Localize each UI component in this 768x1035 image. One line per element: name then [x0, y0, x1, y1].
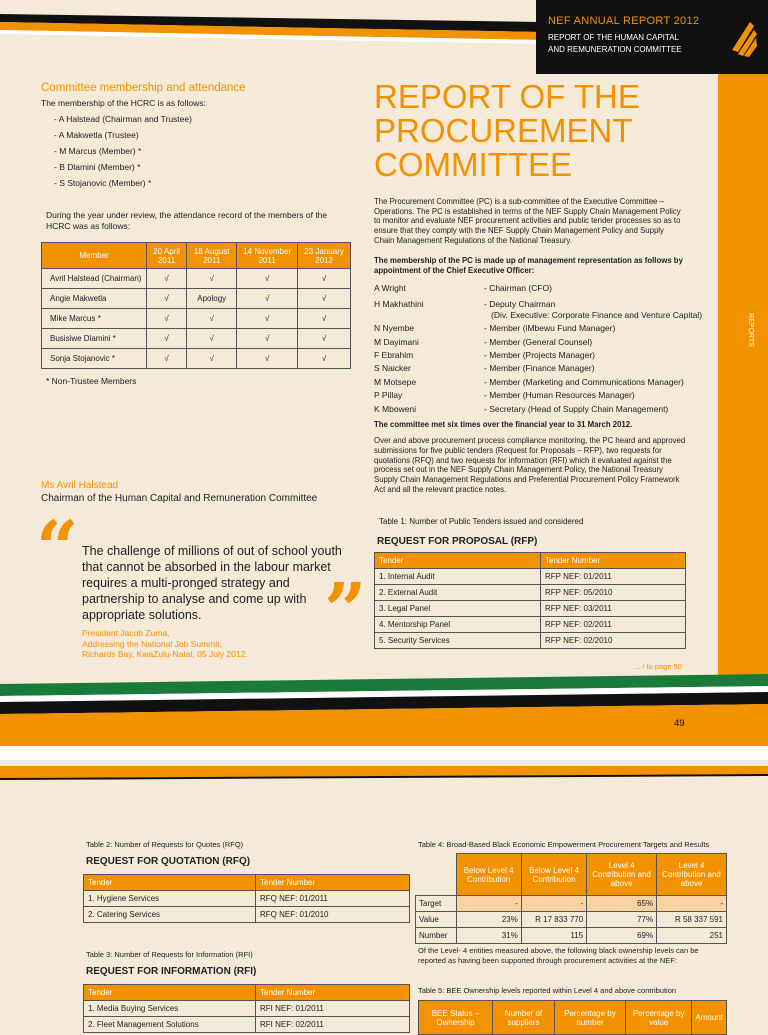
side-band: [718, 74, 768, 704]
pc-member-role: - Secretary (Head of Supply Chain Management): [484, 404, 669, 414]
page2-top-stripe: [0, 766, 768, 786]
pc-member-name: S Naicker: [374, 363, 411, 373]
table-cell: 1. Media Buying Services: [84, 1001, 256, 1017]
table-cell: 2. External Audit: [375, 585, 541, 601]
pc-member-name: P Pillay: [374, 390, 403, 400]
table-cell: √: [298, 309, 351, 329]
table-row: [84, 1017, 410, 1033]
att-header-date-2: 18 August 2011: [187, 243, 237, 269]
table-cell: √: [298, 329, 351, 349]
table-row: [42, 289, 351, 309]
table-cell: √: [298, 269, 351, 289]
report-title: NEF ANNUAL REPORT 2012: [548, 15, 700, 27]
table-cell: 2. Fleet Management Solutions: [84, 1017, 256, 1033]
table4-note: Of the Level- 4 entities measured above, the following black ownership levels can be reported as having been supported through procurement activities at the NEF:: [418, 946, 699, 965]
table-cell: R 58 337 591: [657, 912, 727, 928]
table-row: [375, 633, 686, 649]
open-quote-icon: “: [36, 506, 79, 592]
table-row: [84, 907, 410, 923]
hcrc-member-2: - A Makwetla (Trustee): [54, 130, 139, 140]
pc-member-row: [374, 390, 635, 400]
quote-attribution-1: President Jacob Zuma,: [82, 628, 170, 638]
table-cell: RFQ NEF: 01/2010: [256, 907, 410, 923]
rfi-table: [83, 984, 410, 1033]
bee-header-2: Below Level 4 Contribution: [521, 854, 586, 896]
table4-caption: Table 4: Broad-Based Black Economic Empowerment Procurement Targets and Results: [418, 840, 710, 849]
pc-member-role: - Deputy Chairman: [484, 299, 556, 309]
report-subtitle-2: AND REMUNERATION COMMITTEE: [548, 45, 682, 54]
table3-title: REQUEST FOR INFORMATION (RFI): [86, 966, 257, 977]
table-cell: Target: [416, 896, 457, 912]
pc-member-name: M Dayimani: [374, 337, 419, 347]
pc-member-name: N Nyembe: [374, 323, 415, 333]
table-cell: √: [298, 349, 351, 369]
pc-member-role: - Member (General Counsel): [484, 337, 593, 347]
table-cell: √: [187, 269, 237, 289]
table-cell: √: [147, 269, 187, 289]
table-cell: √: [147, 349, 187, 369]
table-cell: √: [147, 289, 187, 309]
table-cell: -: [521, 896, 586, 912]
hcrc-intro: The membership of the HCRC is as follows:: [41, 98, 206, 108]
pc-member-role: (Div. Executive: Corporate Finance and Venture Capital): [491, 310, 703, 320]
side-tab-label: REPORTS: [747, 313, 754, 347]
table-row: [416, 896, 727, 912]
pc-member-row: [374, 337, 592, 347]
table-cell: R 17 833 770: [521, 912, 586, 928]
table-cell: √: [298, 289, 351, 309]
pc-member-row: [374, 310, 702, 320]
table-cell: RFQ NEF: 01/2011: [256, 891, 410, 907]
pc-member-row: [374, 283, 552, 293]
table-cell: Busisiwe Dlamini *: [42, 329, 147, 349]
rfi-header-tender: Tender: [84, 985, 256, 1001]
bee-header-3: Level 4 Contribution and above: [587, 854, 657, 896]
table-row: [42, 269, 351, 289]
table-cell: RFP NEF: 01/2011: [541, 569, 686, 585]
table1-caption: Table 1: Number of Public Tenders issued and considered: [379, 517, 584, 526]
att-header-member: Member: [42, 243, 147, 269]
table-cell: √: [147, 309, 187, 329]
page-50: [0, 760, 768, 1029]
attendance-footnote: * Non-Trustee Members: [46, 376, 137, 386]
table2-title: REQUEST FOR QUOTATION (RFQ): [86, 856, 251, 867]
table-cell: 77%: [587, 912, 657, 928]
pc-member-role: - Member (Projects Manager): [484, 350, 596, 360]
pc-title-line-2: PROCUREMENT: [374, 112, 633, 149]
table-cell: RFP NEF: 02/2011: [541, 617, 686, 633]
report-subtitle-1: REPORT OF THE HUMAN CAPITAL: [548, 33, 679, 42]
pc-member-row: [374, 363, 595, 373]
rfp-header-number: Tender Number: [541, 553, 686, 569]
pc-member-name: F Ebrahim: [374, 350, 414, 360]
pc-intro: The Procurement Committee (PC) is a sub-committee of the Executive Committee – Operations. The PC is established in terms of the NEF Supply Chain Management Policy to monitor and evaluate NEF procurement activities and public tender processes so as to ensure that they comply with the NEF Supply Chain Management Policy and Supply Chain Management Regulations of the National Treasury.: [374, 197, 681, 245]
rfp-header-tender: Tender: [375, 553, 541, 569]
table-row: [375, 569, 686, 585]
bee-header-1: Below Level 4 Contribution: [456, 854, 521, 896]
table-row: [42, 309, 351, 329]
table-cell: 31%: [456, 928, 521, 944]
pc-member-name: H Makhathini: [374, 299, 424, 309]
pc-title: [374, 80, 640, 182]
continued-link[interactable]: ... / to page 50: [634, 662, 682, 671]
table-cell: Sonja Stojanovic *: [42, 349, 147, 369]
table-row: [42, 329, 351, 349]
table-cell: 5. Security Services: [375, 633, 541, 649]
ownership-header-5: Amount: [692, 1001, 727, 1035]
table-cell: RFP NEF: 03/2011: [541, 601, 686, 617]
table-cell: RFP NEF: 02/2010: [541, 633, 686, 649]
pc-membership-intro: The membership of the PC is made up of management representation as follows by appointment of the Chief Executive Officer:: [374, 256, 683, 275]
hcrc-member-5: - S Stojanovic (Member) *: [54, 178, 152, 188]
table-row: [416, 928, 727, 944]
pc-member-name: K Mboweni: [374, 404, 417, 414]
att-header-date-4: 23 January 2012: [298, 243, 351, 269]
table-cell: √: [187, 329, 237, 349]
nef-logo-icon: [728, 16, 758, 58]
table-cell: RFI NEF: 02/2011: [256, 1017, 410, 1033]
rfp-table: [374, 552, 686, 649]
pc-member-row: [374, 377, 684, 387]
close-quote-icon: ”: [324, 568, 367, 654]
pc-body: Over and above procurement process compliance monitoring, the PC heard and approved submissions for five public tenders (Request for Proposals – RFP), two requests for quotations (RFQ) and two requests for information (RFI) which it evaluated against the process set out in the NEF Supply Chain Management Policy, the National Treasury Supply Chain Management Regulations and Preferential Procurement Policy Framework Act and all the relevant practice notes.: [374, 436, 686, 494]
table-cell: Mike Marcus *: [42, 309, 147, 329]
table1-title: REQUEST FOR PROPOSAL (RFP): [377, 536, 538, 547]
table-cell: √: [237, 309, 298, 329]
rfq-header-number: Tender Number: [256, 875, 410, 891]
pc-title-line-3: COMMITTEE: [374, 146, 572, 183]
table-cell: 23%: [456, 912, 521, 928]
table-cell: -: [657, 896, 727, 912]
pc-member-role: - Chairman (CFO): [484, 283, 553, 293]
table-cell: √: [237, 329, 298, 349]
pc-title-line-1: REPORT OF THE: [374, 78, 640, 115]
table5-caption: Table 5: BEE Ownership levels reported within Level 4 and above contribution: [418, 986, 677, 995]
table-cell: √: [237, 349, 298, 369]
table-cell: √: [237, 289, 298, 309]
table-cell: 65%: [587, 896, 657, 912]
hcrc-member-1: - A Halstead (Chairman and Trustee): [54, 114, 192, 124]
ownership-header-3: Percentage by number: [554, 1001, 625, 1035]
bee-table: [415, 853, 727, 944]
attendance-table: [41, 242, 351, 369]
pc-member-row: [374, 299, 555, 309]
table-cell: 115: [521, 928, 586, 944]
header-box: [536, 0, 768, 74]
table-cell: √: [147, 329, 187, 349]
table-row: [375, 585, 686, 601]
table-cell: Avril Halstead (Chairman): [42, 269, 147, 289]
table-cell: √: [187, 309, 237, 329]
table-cell: √: [237, 269, 298, 289]
pc-member-name: A Wright: [374, 283, 406, 293]
table-row: [84, 1001, 410, 1017]
table-cell: 1. Internal Audit: [375, 569, 541, 585]
table-cell: 4. Mentorship Panel: [375, 617, 541, 633]
table-row: [375, 601, 686, 617]
quote-attribution-2: Addressing the National Job Summit,: [82, 638, 222, 649]
bee-header-4: Level 4 Contribution and above: [657, 854, 727, 896]
table-cell: 251: [657, 928, 727, 944]
hcrc-member-4: - B Dlamini (Member) *: [54, 162, 141, 172]
table-cell: 2. Catering Services: [84, 907, 256, 923]
rfq-table: [83, 874, 410, 923]
table-cell: 1. Hygiene Services: [84, 891, 256, 907]
table-cell: √: [187, 349, 237, 369]
table2-caption: Table 2: Number of Requests for Quotes (RFQ): [86, 840, 244, 849]
rfi-header-number: Tender Number: [256, 985, 410, 1001]
att-header-date-1: 20 April 2011: [147, 243, 187, 269]
att-header-date-3: 14 November 2011: [237, 243, 298, 269]
table-cell: RFP NEF: 05/2010: [541, 585, 686, 601]
table-cell: 69%: [587, 928, 657, 944]
signature-role: Chairman of the Human Capital and Remuneration Committee: [41, 493, 318, 504]
rfq-header-tender: Tender: [84, 875, 256, 891]
ownership-header-4: Percentage by value: [625, 1001, 691, 1035]
hcrc-heading: Committee membership and attendance: [41, 82, 246, 94]
pc-member-role: - Member (Finance Manager): [484, 363, 595, 373]
table-row: [42, 349, 351, 369]
pc-meetings: The committee met six times over the financial year to 31 March 2012.: [374, 420, 633, 429]
table-cell: Apology: [187, 289, 237, 309]
bee-header-blank: [416, 854, 457, 896]
quote-attribution: [82, 628, 248, 660]
table-cell: -: [456, 896, 521, 912]
table-cell: 3. Legal Panel: [375, 601, 541, 617]
pc-member-row: [374, 350, 595, 360]
pc-member-row: [374, 404, 668, 414]
bee-ownership-table: [418, 1000, 727, 1035]
table-row: [84, 891, 410, 907]
pc-member-role: - Member (Human Resources Manager): [484, 390, 635, 400]
ownership-header-2: Number of suppliers: [493, 1001, 555, 1035]
hcrc-member-3: - M Marcus (Member) *: [54, 146, 142, 156]
pc-member-role: - Member (Marketing and Communications Manager): [484, 377, 684, 387]
pc-member-row: [374, 323, 615, 333]
table-cell: Angie Makwetla: [42, 289, 147, 309]
table-row: [416, 912, 727, 928]
table-cell: Value: [416, 912, 457, 928]
attendance-intro: During the year under review, the attendance record of the members of the HCRC was as follows:: [46, 210, 328, 231]
page-number: 49: [674, 718, 685, 729]
table-cell: RFI NEF: 01/2011: [256, 1001, 410, 1017]
table-cell: Number: [416, 928, 457, 944]
bottom-stripes: [0, 660, 768, 760]
signature-name: Ms Avril Halstead: [41, 480, 119, 491]
table3-caption: Table 3: Number of Requests for Information (RFI): [86, 950, 253, 959]
quote-attribution-3: Richards Bay, KwaZulu-Natal, 05 July 2012.: [82, 649, 248, 659]
pc-member-role: - Member (iMbewu Fund Manager): [484, 323, 616, 333]
pc-member-name: M Motsepe: [374, 377, 417, 387]
ownership-header-1: BEE Status – Ownership: [419, 1001, 493, 1035]
table-row: [375, 617, 686, 633]
quote-text: The challenge of millions of out of school youth that cannot be absorbed in the labour market requires a multi-pronged strategy and partnership to analyse and come up with appropriate solutions.: [82, 544, 342, 622]
